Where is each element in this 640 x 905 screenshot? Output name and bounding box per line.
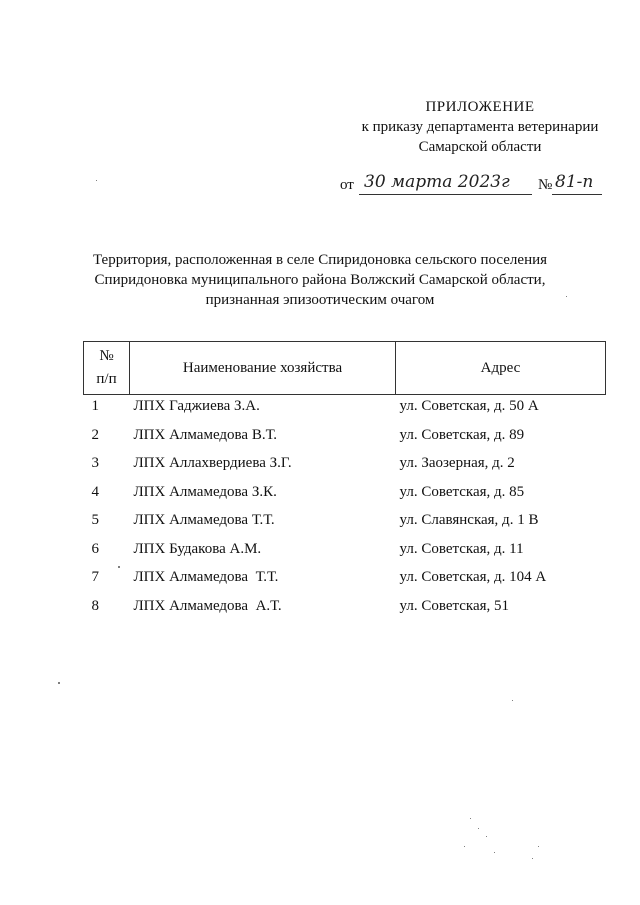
table-row [84, 538, 606, 567]
row-household: ЛПХ Алмамедова Т.Т. [133, 569, 279, 585]
table-row [84, 452, 606, 481]
document-title [40, 250, 600, 310]
row-number: 3 [91, 455, 99, 471]
table-row [84, 566, 606, 595]
date-underline [359, 194, 532, 195]
row-household: ЛПХ Алмамедова Т.Т. [133, 512, 275, 528]
header-number-abbr: п/п [96, 371, 117, 387]
title-line-2: Спиридоновка муниципального района Волжский Самарской области, [94, 272, 546, 288]
number-label: № [538, 177, 553, 193]
appendix-title: ПРИЛОЖЕНИЕ [425, 99, 535, 115]
row-address: ул. Заозерная, д. 2 [399, 455, 515, 471]
header-number-symbol: № [99, 348, 114, 364]
table-row [84, 481, 606, 510]
header-name: Наименование хозяйства [130, 342, 396, 395]
row-address: ул. Советская, 51 [399, 597, 509, 614]
scan-speck [464, 846, 465, 847]
appendix-line-region: Самарской области [418, 139, 542, 155]
row-household: ЛПХ Алмамедова А.Т. [133, 597, 282, 614]
scan-speck [538, 846, 539, 847]
table-row [84, 595, 606, 624]
row-number: 8 [91, 597, 99, 614]
row-address: ул. Советская, д. 85 [399, 483, 525, 500]
scan-speck [96, 180, 97, 181]
row-number: 2 [91, 426, 99, 443]
row-household: ЛПХ Алмамедова З.К. [133, 483, 277, 500]
row-address: ул. Советская, д. 89 [399, 426, 525, 443]
row-number: 1 [91, 398, 99, 414]
row-number: 6 [91, 540, 99, 557]
scan-speck [566, 296, 567, 297]
table-header-row [84, 342, 606, 395]
row-number: 4 [91, 483, 99, 500]
scan-speck [478, 828, 479, 829]
scan-speck [512, 700, 513, 701]
row-address: ул. Советская, д. 50 А [399, 398, 539, 414]
appendix-line-order: к приказу департамента ветеринарии [361, 119, 599, 135]
row-address: ул. Славянская, д. 1 В [399, 512, 539, 528]
from-label: от [340, 177, 354, 193]
scan-speck [532, 858, 533, 859]
appendix-header [330, 97, 630, 157]
households-table [83, 341, 606, 623]
order-reference [340, 172, 620, 202]
title-line-1: Территория, расположенная в селе Спиридоновка сельского поселения [92, 252, 548, 268]
table-row [84, 424, 606, 453]
title-line-3: признанная эпизоотическим очагом [205, 292, 435, 308]
order-number-handwritten: 81-п [555, 172, 594, 192]
scan-speck [118, 566, 120, 568]
scan-speck [470, 818, 471, 819]
row-household: ЛПХ Алмамедова В.Т. [133, 426, 277, 443]
row-household: ЛПХ Будакова А.М. [133, 540, 262, 557]
number-underline [552, 194, 602, 195]
scan-speck [58, 682, 60, 684]
row-number: 5 [91, 512, 99, 528]
header-address: Адрес [396, 342, 606, 395]
table-row [84, 509, 606, 538]
row-household: ЛПХ Аллахвердиева З.Г. [133, 455, 292, 471]
row-household: ЛПХ Гаджиева З.А. [133, 398, 260, 414]
row-address: ул. Советская, д. 104 А [399, 569, 547, 585]
header-number [84, 342, 130, 395]
row-address: ул. Советская, д. 11 [399, 540, 524, 557]
table-row [84, 395, 606, 424]
order-date-handwritten: 30 марта 2023г [364, 172, 510, 192]
row-number: 7 [91, 569, 99, 585]
scan-speck [494, 852, 495, 853]
scan-speck [486, 836, 487, 837]
